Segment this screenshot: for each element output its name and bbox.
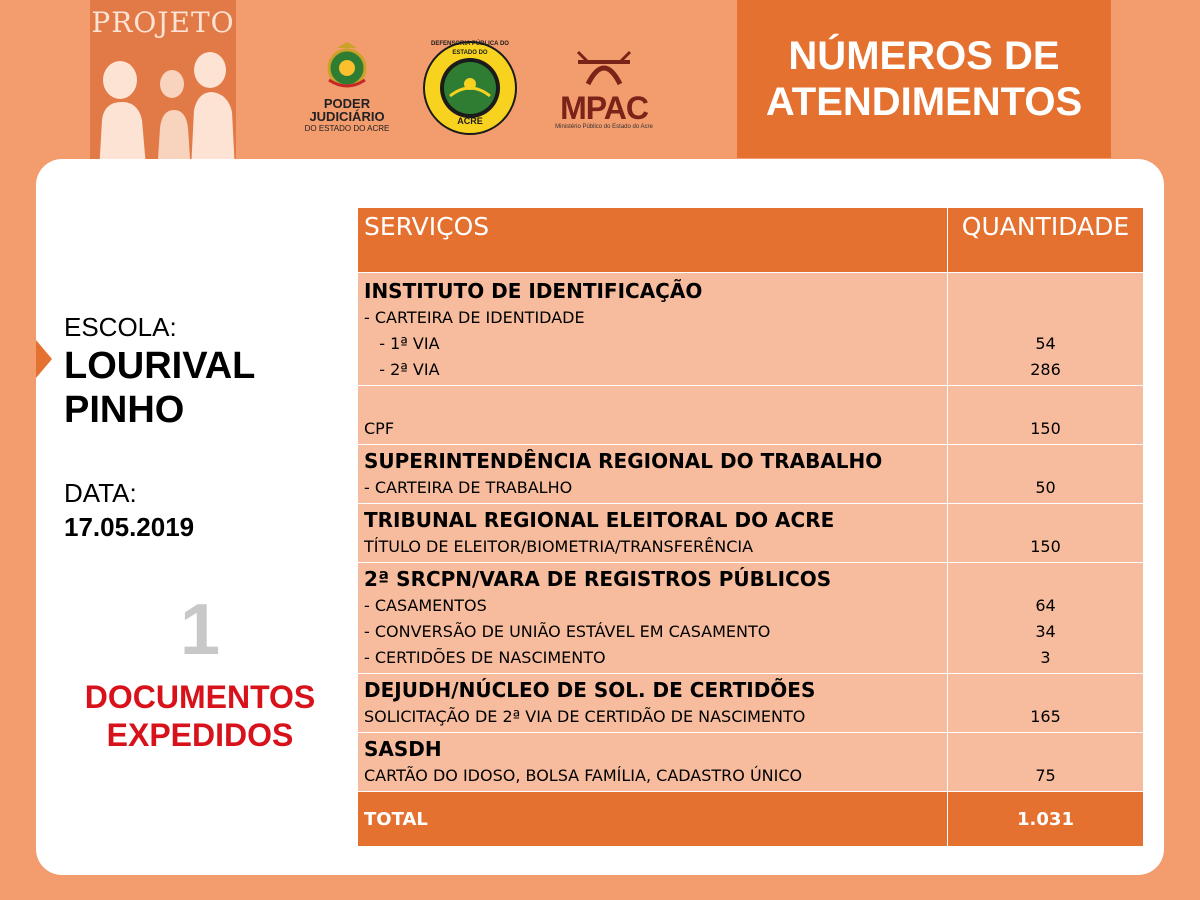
- tj-line1: PODER: [323, 96, 371, 111]
- table-row: [358, 445, 1144, 504]
- row-quantity: 3: [1040, 648, 1051, 667]
- table-row: [358, 386, 1144, 445]
- row-quantity: 165: [1030, 707, 1061, 726]
- school-label: ESCOLA:: [64, 312, 177, 342]
- school-name: [64, 344, 255, 432]
- row-line: TÍTULO DE ELEITOR/BIOMETRIA/TRANSFERÊNCIA: [364, 537, 754, 556]
- tj-line3: DO ESTADO DO ACRE: [304, 124, 390, 133]
- row-line: CPF: [364, 419, 395, 438]
- documents-count: 1: [179, 590, 221, 670]
- tj-acre-logo: [297, 40, 397, 140]
- total-value: 1.031: [948, 792, 1144, 847]
- row-line: - CERTIDÕES DE NASCIMENTO: [364, 648, 606, 667]
- page-title-line1: NÚMEROS DE: [788, 34, 1060, 78]
- total-label: TOTAL: [358, 792, 948, 847]
- services-table: [357, 207, 1144, 847]
- row-title: SUPERINTENDÊNCIA REGIONAL DO TRABALHO: [364, 449, 883, 473]
- table-total-row: [358, 792, 1144, 847]
- row-quantity: 34: [1035, 622, 1056, 641]
- mpac-symbol-icon: [548, 48, 660, 88]
- date-label: DATA:: [64, 478, 137, 508]
- row-quantity: 150: [1030, 419, 1061, 438]
- row-title: 2ª SRCPN/VARA DE REGISTROS PÚBLICOS: [364, 567, 832, 591]
- row-title: INSTITUTO DE IDENTIFICAÇÃO: [364, 279, 703, 303]
- arrow-marker-icon: [36, 340, 52, 378]
- mpac-subtitle: Ministério Público do Estado do Acre: [555, 124, 653, 130]
- row-line: - CARTEIRA DE IDENTIDADE: [364, 308, 585, 327]
- table-row: [358, 563, 1144, 674]
- table-row: [358, 504, 1144, 563]
- page-title: [737, 0, 1111, 158]
- defensoria-ring-text: DEFENSORIA PÚBLICA DO ESTADO DO: [431, 41, 509, 56]
- table-row: [358, 674, 1144, 733]
- documents-label: [50, 678, 350, 754]
- row-line: - CASAMENTOS: [364, 596, 487, 615]
- table-row: [358, 733, 1144, 792]
- defensoria-acre-logo: [422, 40, 518, 136]
- logo-top-text: PROJETO: [91, 6, 235, 39]
- row-title: DEJUDH/NÚCLEO DE SOL. DE CERTIDÕES: [364, 678, 816, 702]
- row-quantity: 50: [1035, 478, 1056, 497]
- row-quantity: 54: [1035, 334, 1056, 353]
- tj-line2: JUDICIÁRIO: [309, 109, 385, 124]
- page-title-line2: ATENDIMENTOS: [765, 80, 1083, 124]
- row-line: - CARTEIRA DE TRABALHO: [364, 478, 573, 497]
- row-line: SOLICITAÇÃO DE 2ª VIA DE CERTIDÃO DE NASCIMENTO: [364, 707, 806, 726]
- row-title: SASDH: [364, 737, 442, 761]
- column-header-quantity: QUANTIDADE: [948, 208, 1144, 273]
- row-quantity: 64: [1035, 596, 1056, 615]
- row-quantity: 286: [1030, 360, 1061, 379]
- mpac-text: MPAC: [560, 90, 648, 126]
- table-row: [358, 273, 1144, 386]
- documents-label-line2: EXPEDIDOS: [106, 717, 294, 753]
- row-line: - CONVERSÃO DE UNIÃO ESTÁVEL EM CASAMENTO: [364, 622, 771, 641]
- row-title: TRIBUNAL REGIONAL ELEITORAL DO ACRE: [364, 508, 835, 532]
- documents-label-line1: DOCUMENTOS: [84, 679, 316, 715]
- column-header-services: SERVIÇOS: [358, 208, 948, 273]
- table-header-row: [358, 208, 1144, 273]
- row-quantity: 75: [1035, 766, 1056, 785]
- defensoria-acre-text: ACRE: [457, 116, 483, 126]
- date-value: 17.05.2019: [64, 512, 195, 542]
- school-name-line2: PINHO: [64, 389, 185, 431]
- row-quantity: 150: [1030, 537, 1061, 556]
- school-name-line1: LOURIVAL: [64, 345, 256, 387]
- row-line: CARTÃO DO IDOSO, BOLSA FAMÍLIA, CADASTRO ÚNICO: [364, 766, 803, 785]
- coat-of-arms-icon: [297, 40, 397, 92]
- row-line: - 1ª VIA: [364, 334, 440, 353]
- mpac-logo: [548, 48, 660, 138]
- row-line: - 2ª VIA: [364, 360, 440, 379]
